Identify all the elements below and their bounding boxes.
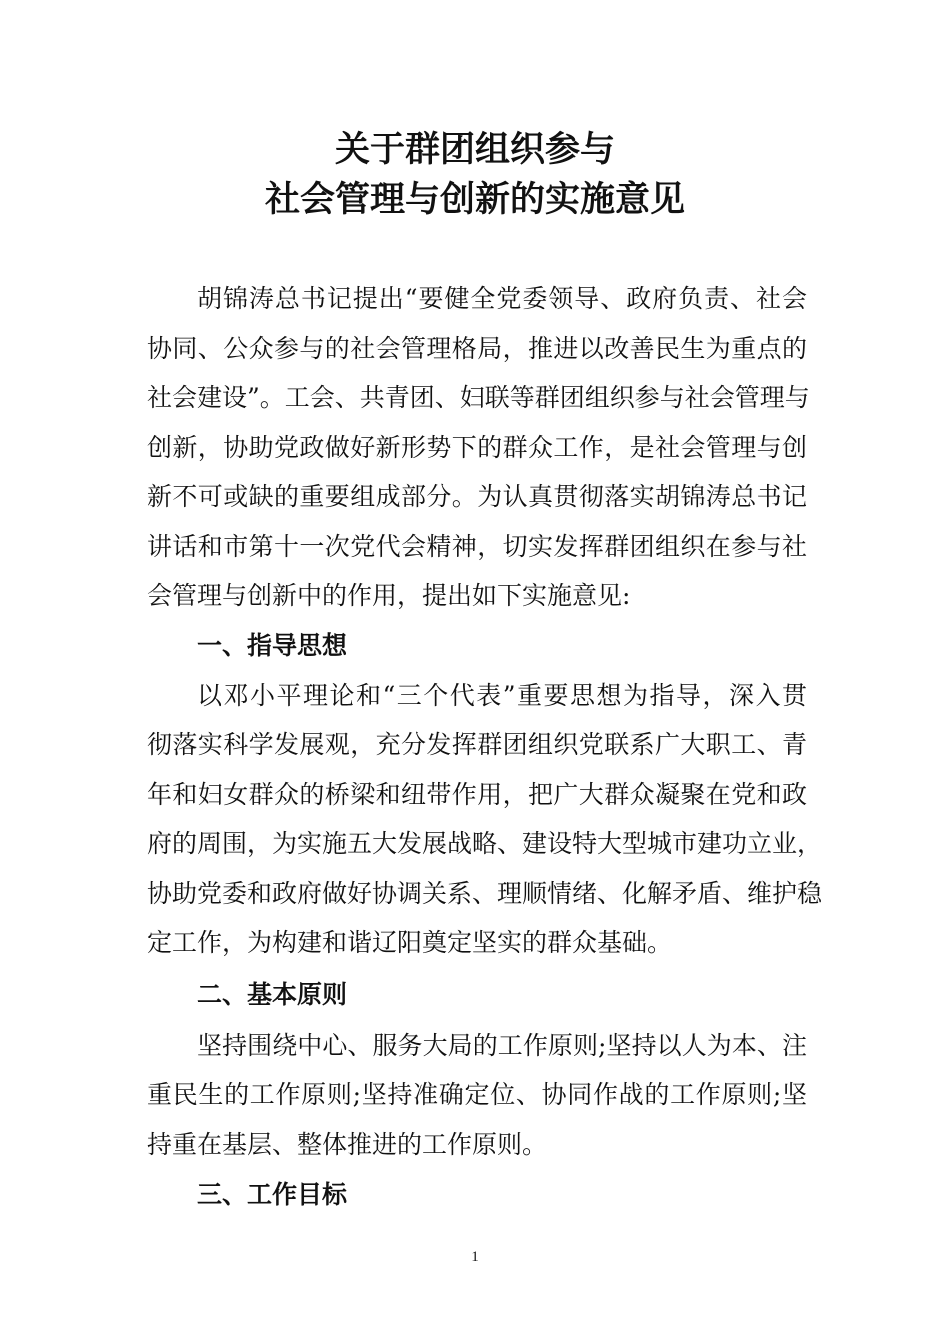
intro-line-3: 社会建设”。工会、共青团、妇联等群团组织参与社会管理与 (147, 383, 810, 412)
section-2-line-1: 坚持围绕中心、服务大局的工作原则;坚持以人为本、注 (197, 1031, 807, 1060)
document-title-line-1: 关于群团组织参与 (334, 130, 615, 170)
document-title-line-2: 社会管理与创新的实施意见 (264, 180, 685, 220)
section-1-line-6: 定工作，为构建和谐辽阳奠定坚实的群众基础。 (147, 928, 673, 957)
section-2-line-3: 持重在基层、整体推进的工作原则。 (147, 1130, 548, 1159)
section-1-line-5: 协助党委和政府做好协调关系、理顺情绪、化解矛盾、维护稳 (147, 879, 823, 908)
intro-line-2: 协同、公众参与的社会管理格局，推进以改善民生为重点的 (147, 334, 807, 363)
section-1-line-3: 年和妇女群众的桥梁和纽带作用，把广大群众凝聚在党和政 (147, 780, 807, 809)
section-1-line-2: 彻落实科学发展观，充分发挥群团组织党联系广大职工、青 (147, 730, 807, 759)
section-heading-2: 二、基本原则 (197, 980, 348, 1009)
section-1-line-1: 以邓小平理论和“三个代表”重要思想为指导，深入贯 (197, 681, 807, 710)
intro-line-4: 创新，协助党政做好新形势下的群众工作，是社会管理与创 (147, 433, 807, 462)
page-number: 1 (471, 1249, 479, 1265)
intro-line-6: 讲话和市第十一次党代会精神，切实发挥群团组织在参与社 (147, 532, 807, 561)
intro-line-1: 胡锦涛总书记提出“要健全党委领导、政府负责、社会 (197, 284, 807, 313)
section-2-line-2: 重民生的工作原则;坚持准确定位、协同作战的工作原则;坚 (147, 1080, 807, 1109)
section-1-line-4: 府的周围，为实施五大发展战略、建设特大型城市建功立业， (147, 829, 823, 858)
intro-line-5: 新不可或缺的重要组成部分。为认真贯彻落实胡锦涛总书记 (147, 482, 807, 511)
intro-line-7: 会管理与创新中的作用，提出如下实施意见: (147, 581, 631, 610)
section-heading-3: 三、工作目标 (197, 1180, 348, 1209)
section-heading-1: 一、指导思想 (197, 631, 348, 660)
